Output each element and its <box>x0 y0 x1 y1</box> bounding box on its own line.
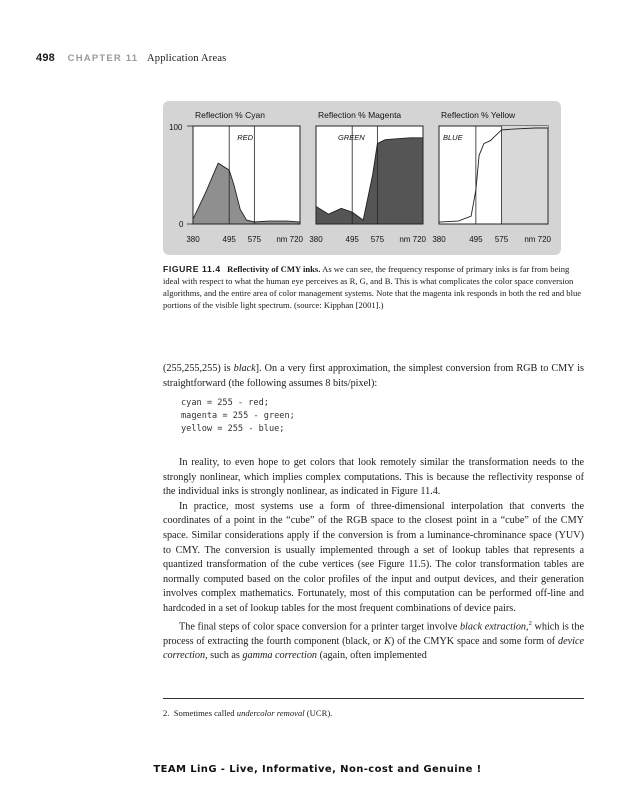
footnote-divider <box>163 698 584 699</box>
footnote-number: 2. <box>163 708 170 718</box>
x-tick-label: 575 <box>370 235 385 244</box>
paragraph-2: In reality, to even hope to get colors that look remotely similar the transformation needs to the strongly nonlinear, which implies complex computations. This is because the reflectivity response of the individual inks is strongly nonlinear, as indicated in Figure 11.4. <box>163 457 584 498</box>
footnote-text: Sometimes called <box>173 708 237 718</box>
y-tick-label: 100 <box>169 123 183 132</box>
x-tick-label: 380 <box>309 235 323 244</box>
footnote <box>163 708 332 718</box>
panel-title: Reflection % Magenta <box>318 110 402 120</box>
paragraph-3: In practice, most systems use a form of three-dimensional interpolation that converts the coordinates of a point in the “cube” of the RGB space to the closest point in a “cube” of the CMY space. Similar considerations apply if the conversion is from a luminance-chrominance space (YUV) to CMY. The conversion is usually implemented through a set of lookup tables that represents a quantized transformation of the cube vertices (see Figure 11.5). The color transformation tables are normally computed based on the color profiles of the input and output devices, and their generation involves complex mathematics. Fortunately, most of this computation can be performed off-line and hardcoded in a set of lookup tables for the most frequent combinations of device pairs. <box>163 500 584 614</box>
footnote-text: (UCR). <box>304 708 333 718</box>
code-line: magenta = 255 - green; <box>181 411 295 422</box>
code-line: cyan = 255 - red; <box>181 398 269 408</box>
x-tick-label: nm 720 <box>399 235 426 244</box>
chapter-title: Application Areas <box>146 53 227 64</box>
band-label: RED <box>237 133 254 142</box>
x-tick-label: 495 <box>222 235 236 244</box>
p4-emphasis: gamma correction <box>242 650 318 662</box>
p1-emphasis: black <box>233 363 256 374</box>
p1-text-b: ]. On a very first approximation, the simplest conversion from RGB to CMY is straightforward (the following assumes 8 bits/pixel): <box>163 363 584 389</box>
chapter-label: CHAPTER 11 <box>67 53 139 64</box>
x-tick-label: 380 <box>186 235 200 244</box>
caption-label: FIGURE 11.4 <box>163 264 221 274</box>
running-head <box>36 52 226 64</box>
p1-text-a: (255,255,255) is <box>163 363 234 374</box>
x-tick-label: 575 <box>494 235 509 244</box>
p4-emphasis: black extraction <box>459 620 527 632</box>
p4-emphasis: K <box>384 635 391 647</box>
band-label: GREEN <box>338 133 365 142</box>
paragraph-4: The final steps of color space conversion for a printer target involve black extraction,$^2$ which is the process of extracting the fourth component (black, or K) of the CMYK space and some form of device correction, such as gamma correction (again, often implemented <box>163 619 585 662</box>
band-label: BLUE <box>443 133 463 142</box>
x-tick-label: nm 720 <box>524 235 551 244</box>
p4-text: ) of the CMYK space and some form of <box>390 635 558 647</box>
p4-text: (again, often implemented <box>317 650 427 662</box>
footer-watermark: TEAM LinG - Live, Informative, Non-cost and Genuine ! <box>153 764 482 775</box>
x-tick-label: 575 <box>247 235 262 244</box>
p4-text: The final steps of color space conversion for a printer target involve <box>179 620 460 632</box>
p4-emphasis: device correction <box>163 635 584 662</box>
panel-title: Reflection % Yellow <box>441 110 516 120</box>
body-paragraphs <box>163 456 584 664</box>
y-tick-label: 0 <box>179 220 184 229</box>
x-tick-label: 380 <box>432 235 446 244</box>
caption-title: Reflectivity of CMY inks. <box>227 264 321 274</box>
footnote-emphasis: undercolor removal <box>236 708 305 718</box>
caption-text: As we can see, the frequency response of primary inks is far from being ideal with respect to what the human eye perceives as R, G, and B. This is what complicates the color space conversion algorithms, and the entire area of color management systems. Note that the magenta ink responds in both the red and blue portions of the visible light spectrum. (source: Kipphan [2001].) <box>163 264 582 310</box>
panel-title: Reflection % Cyan <box>195 110 265 120</box>
x-tick-label: 495 <box>469 235 483 244</box>
code-block <box>181 397 295 437</box>
code-line: yellow = 255 - blue; <box>181 424 285 435</box>
x-tick-label: 495 <box>345 235 359 244</box>
paragraph-1 <box>163 362 584 391</box>
footnote-ref: 2 <box>528 619 532 627</box>
reflectivity-chart <box>163 101 561 255</box>
figure-caption <box>163 264 583 312</box>
p4-text: , such as <box>205 650 243 662</box>
x-tick-label: nm 720 <box>276 235 303 244</box>
page-number: 498 <box>36 52 55 64</box>
shaded-band <box>502 126 548 224</box>
p4-text: which is the process of extracting the fourth component (black, or <box>163 620 585 647</box>
